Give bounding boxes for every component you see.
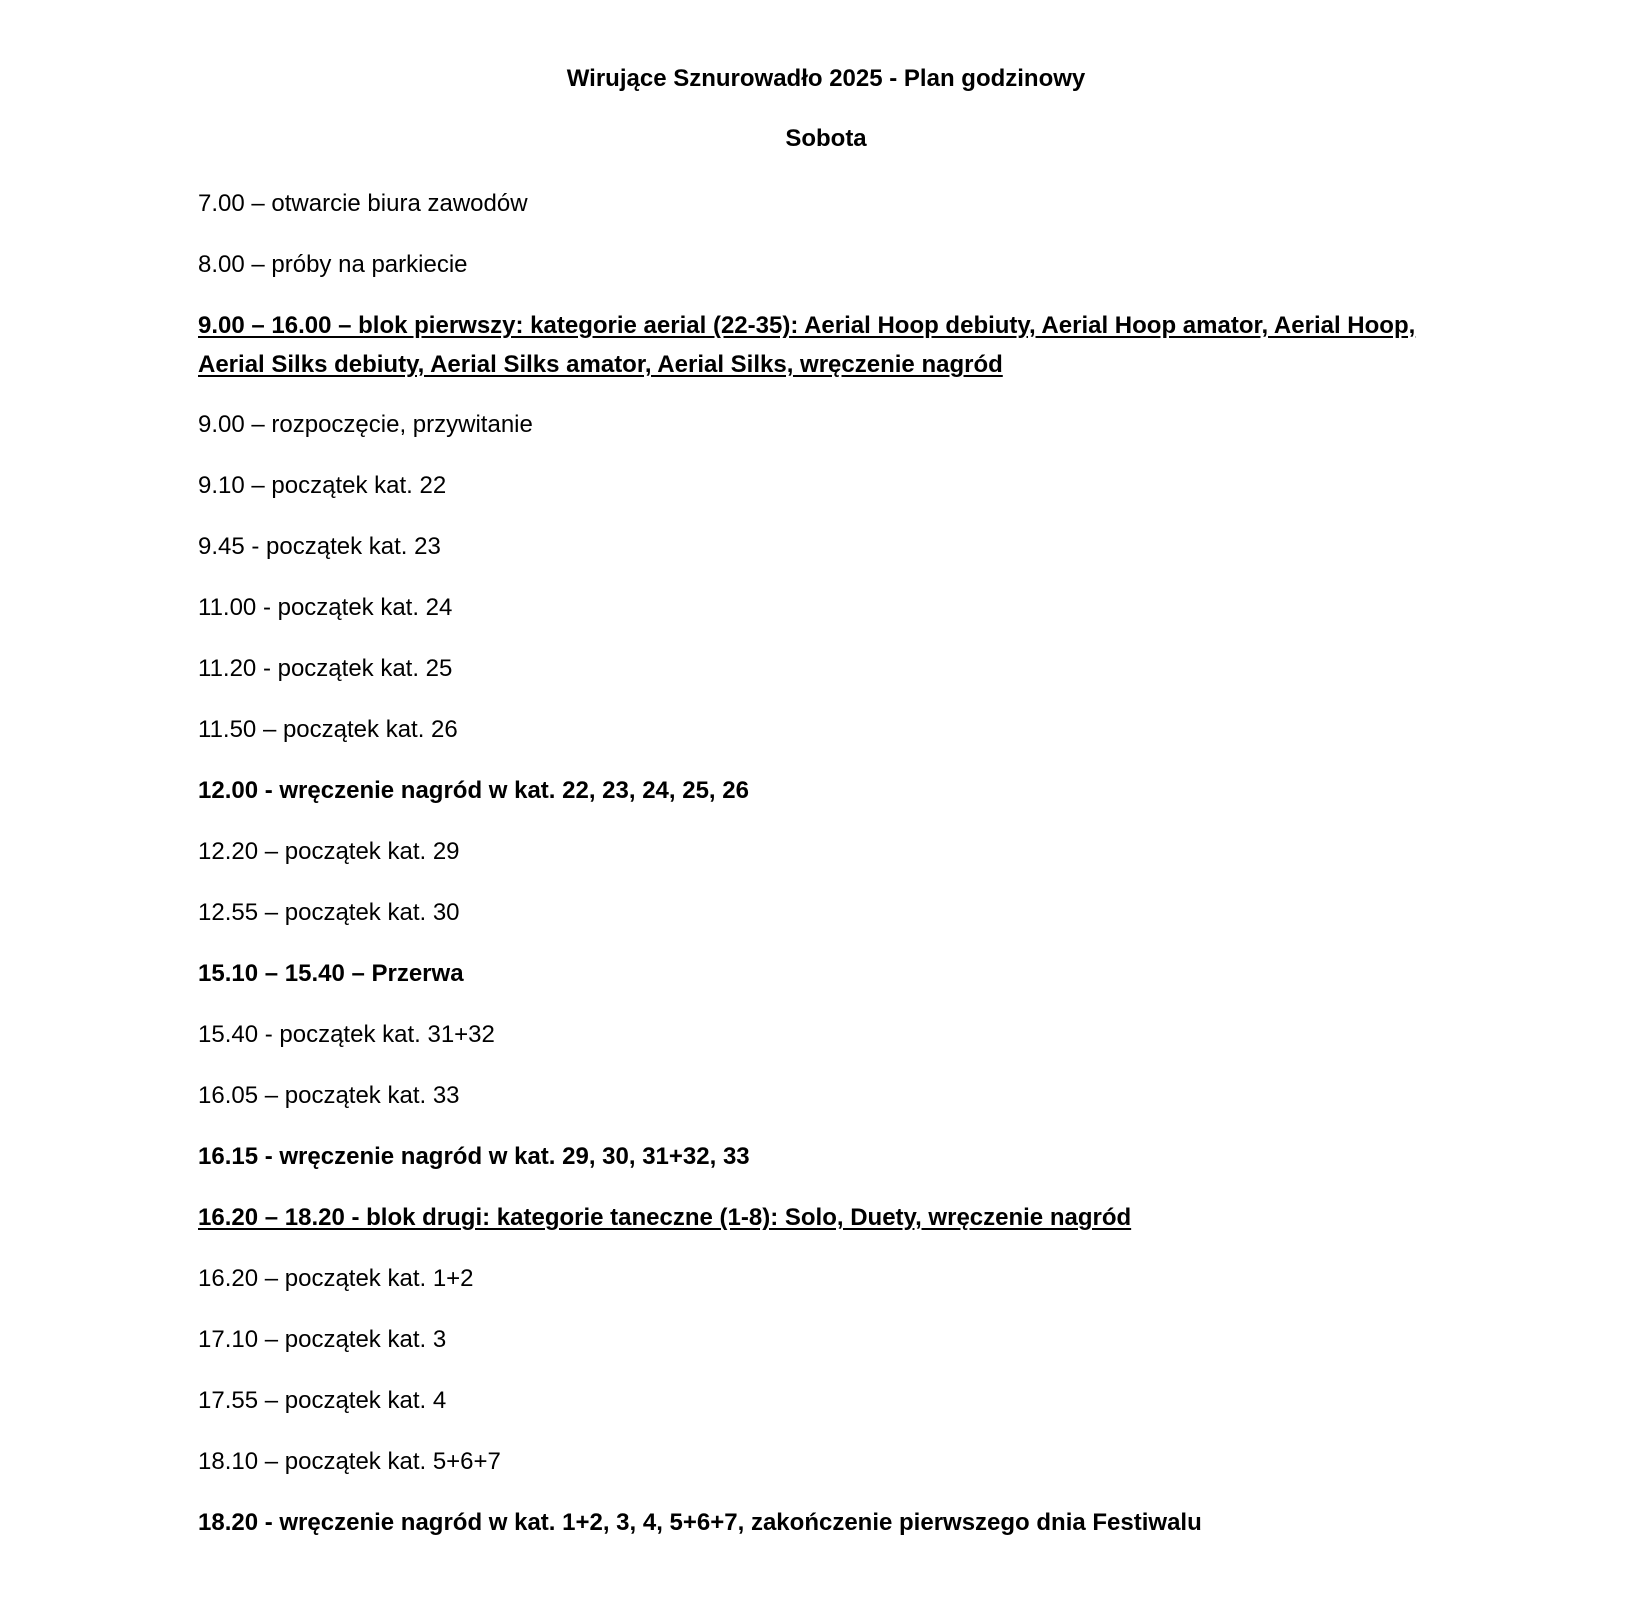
block-heading-second: 16.20 – 18.20 - blok drugi: kategorie taneczne (1-8): Solo, Duety, wręczenie nagród: [198, 1204, 1132, 1231]
schedule-list: [198, 184, 1458, 1564]
schedule-entry: 12.20 – początek kat. 29: [198, 838, 460, 865]
schedule-entry: 11.50 – początek kat. 26: [198, 716, 458, 743]
award-entry: 16.15 - wręczenie nagród w kat. 29, 30, 31+32, 33: [198, 1143, 750, 1170]
schedule-entry: 11.20 - początek kat. 25: [198, 655, 453, 682]
schedule-entry: 17.55 – początek kat. 4: [198, 1387, 447, 1414]
schedule-entry: 12.55 – początek kat. 30: [198, 899, 460, 926]
day-heading: Sobota: [785, 125, 867, 152]
schedule-entry: 9.10 – początek kat. 22: [198, 472, 447, 499]
break-entry: 15.10 – 15.40 – Przerwa: [198, 960, 464, 987]
schedule-entry: 9.00 – rozpoczęcie, przywitanie: [198, 411, 533, 438]
schedule-entry: 16.20 – początek kat. 1+2: [198, 1265, 474, 1292]
block-heading-first: 9.00 – 16.00 – blok pierwszy: kategorie aerial (22-35): Aerial Hoop debiuty, Aerial Hoop amator, Aerial Hoop, Aerial Silks debiuty, Aerial Silks amator, Aerial Silks, wręczenie nagród: [198, 312, 1416, 378]
award-entry-closing: 18.20 - wręczenie nagród w kat. 1+2, 3, 4, 5+6+7, zakończenie pierwszego dnia Festiwalu: [198, 1509, 1202, 1536]
schedule-entry: 15.40 - początek kat. 31+32: [198, 1021, 495, 1048]
schedule-entry: 8.00 – próby na parkiecie: [198, 251, 468, 278]
schedule-entry: 9.45 - początek kat. 23: [198, 533, 441, 560]
schedule-entry: 17.10 – początek kat. 3: [198, 1326, 447, 1353]
schedule-entry: 16.05 – początek kat. 33: [198, 1082, 460, 1109]
award-entry: 12.00 - wręczenie nagród w kat. 22, 23, 24, 25, 26: [198, 777, 749, 804]
schedule-entry: 7.00 – otwarcie biura zawodów: [198, 190, 528, 217]
document-title: Wirujące Sznurowadło 2025 - Plan godzinowy: [566, 65, 1086, 92]
schedule-entry: 11.00 - początek kat. 24: [198, 594, 453, 621]
schedule-entry: 18.10 – początek kat. 5+6+7: [198, 1448, 501, 1475]
